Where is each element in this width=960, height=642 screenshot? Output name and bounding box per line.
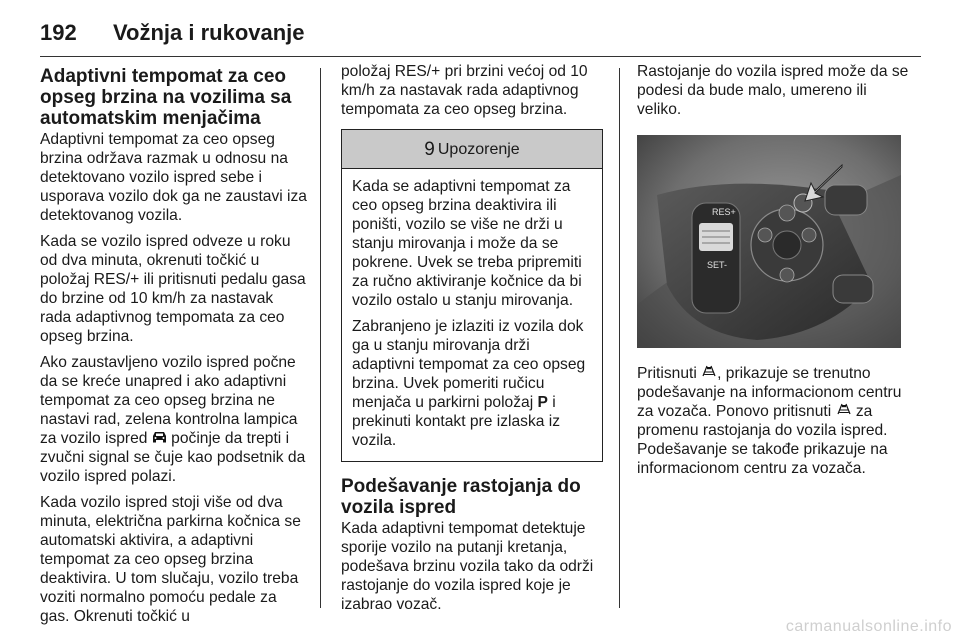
column-divider-1 [320,68,321,608]
warning-paragraph: Kada se adaptivni tempomat za ceo opseg brzina deaktivira ili poništi, vozilo se više ne drži u stanju mirovanja i može da se pokrene. Uvek se treba pripremiti za ručno aktiviranje kočnice da bi vozilo ostalo u stanju mirovanja. [352,178,582,309]
warning-paragraph [352,317,592,450]
res-label: RES+ [712,207,736,217]
paragraph-text: Ako zaustavljeno vozilo ispred počne da se kreće unapred i ako adaptivni tempomat za ceo opseg brzina ne nastavi rad, zelena kontrolna lampica za vozilo ispred [40,354,298,447]
vehicle-ahead-icon [152,429,167,448]
section-heading-distance: Podešavanje rastojanja do vozila ispred [341,476,581,518]
paragraph-text: počinje da trepti i zvučni signal se čuje kao podsetnik da vozilo ispred polazi. [40,430,306,485]
steering-wheel-controls-photo [637,135,901,348]
warning-triangle-icon: 9 [424,138,435,160]
watermark: carmanualsonline.info [785,618,952,635]
paragraph [40,353,308,486]
page-number: 192 [40,20,77,45]
gear-position-p: P [537,394,548,411]
column-divider-2 [619,68,620,608]
paragraph-text: , prikazuje se trenutno podešavanje na informacionom centru za vozača. Ponovo pritisnuti [637,365,902,420]
paragraph: položaj RES/+ pri brzini većoj od 10 km/h za nastavak rada adaptivnog tempomata za ceo opseg brzina. [341,63,588,118]
set-label: SET- [707,260,728,270]
column-3 [637,62,909,485]
page-header [40,10,920,50]
warning-header [342,130,602,169]
paragraph-text: za promenu rastojanja do vozila ispred. Podešavanje se takođe prikazuje na informacionom centru za vozača. [637,403,888,477]
paragraph: Kada vozilo ispred stoji više od dva minuta, električna parkirna kočnica se automatski aktivira, a adaptivni tempomat za ceo opseg brzina deaktivira. U tom slučaju, vozilo treba voziti normalno pomoću pedale za gas. Okrenuti točkić u [40,494,301,625]
column-1 [40,62,308,633]
paragraph: Kada adaptivni tempomat detektuje sporije vozilo na putanji kretanja, podešava brzinu vozila tako da održi rastojanje do vozila ispred koje je izabrao vozač. [341,520,594,613]
section-title: Vožnja i rukovanje [113,20,305,45]
follow-distance-icon [836,402,852,421]
column-2 [341,62,603,621]
paragraph: Kada se vozilo ispred odveze u roku od dva minuta, okrenuti točkić u položaj RES/+ ili pritisnuti pedalu gasa do brzine od 10 km/h za nastavak rada adaptivnog tempomata za ceo opseg brzina. [40,233,306,345]
warning-title: Upozorenje [437,140,520,158]
warning-body [342,169,602,461]
follow-distance-icon [701,364,717,383]
paragraph-text: Pritisnuti [637,365,697,382]
warning-box [341,129,603,462]
paragraph [637,364,909,478]
warning-text: Zabranjeno je izlaziti iz vozila dok ga u stanju mirovanja drži adaptivni tempomat za ceo opseg brzina. Uvek pomeriti ručicu menjača u parkirni položaj [352,318,586,411]
warning-text: i prekinuti kontakt pre izlaska iz vozila. [352,394,561,449]
header-divider [40,56,921,57]
paragraph: Rastojanje do vozila ispred može da se podesi da bude malo, umereno ili veliko. [637,63,909,118]
paragraph: Adaptivni tempomat za ceo opseg brzina održava razmak u odnosu na detektovano vozilo ispred sebe i usporava vozilo dok ga ne zaustavi iza detektovanog vozila. [40,131,307,224]
section-heading-full-speed-acc: Adaptivni tempomat za ceo opseg brzina na vozilima sa automatskim menjačima [40,66,292,129]
